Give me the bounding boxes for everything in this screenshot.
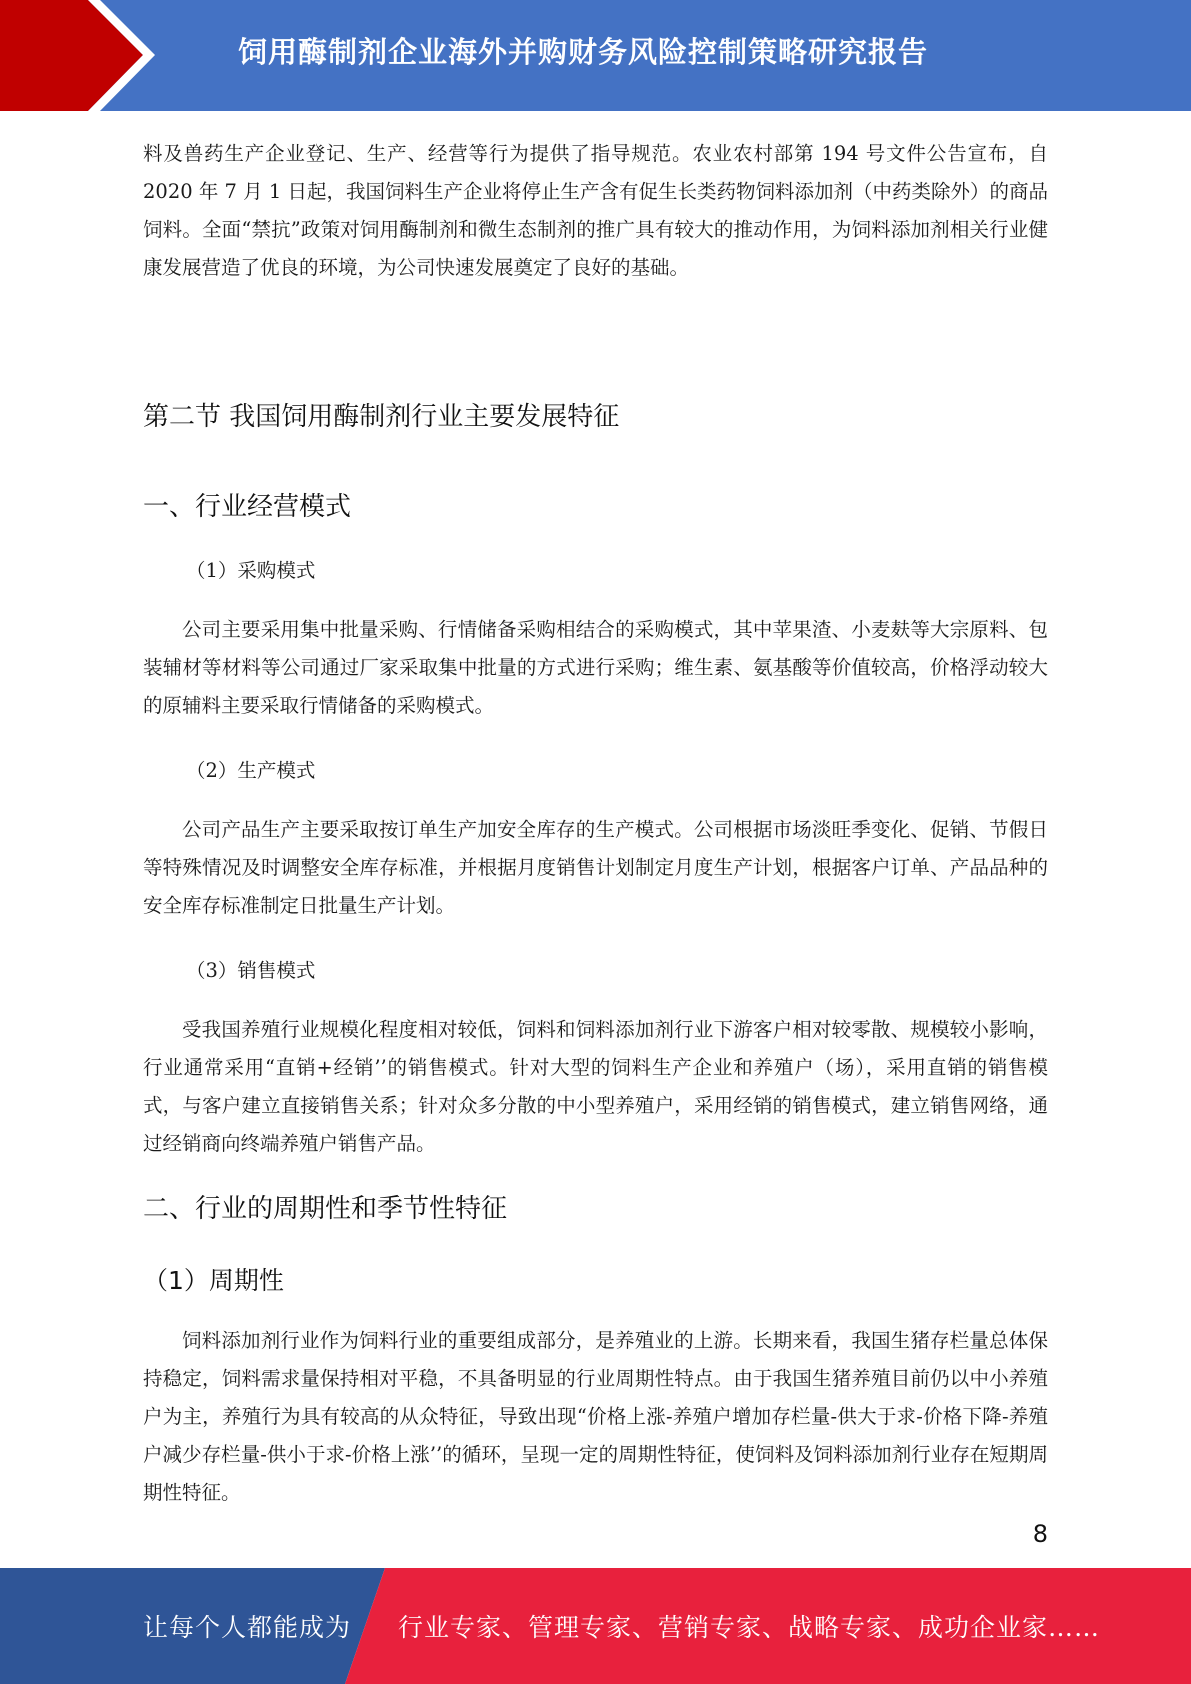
- page-footer: [0, 1568, 1191, 1684]
- production-paragraph: 公司产品生产主要采取按订单生产加安全库存的生产模式。公司根据市场淡旺季变化、促销、节假日等特殊情况及时调整安全库存标准，并根据月度销售计划制定月度生产计划，根据客户订单、产品品种的安全库存标准制定日批量生产计划。: [143, 818, 1048, 917]
- page-header: [0, 0, 1191, 111]
- page-number: 8: [1032, 1520, 1048, 1548]
- report-title: 饲用酶制剂企业海外并购财务风险控制策略研究报告: [238, 35, 929, 69]
- cycle-paragraph: 饲料添加剂行业作为饲料行业的重要组成部分，是养殖业的上游。长期来看，我国生猪存栏量总体保持稳定，饲料需求量保持相对平稳，不具备明显的行业周期性特点。由于我国生猪养殖目前仍以中小养殖户为主，养殖行为具有较高的从众特征，导致出现“价格上涨-养殖户增加存栏量-供大于求-价格下降-养殖户减少存栏量-供小于求-价格上涨’’的循环，呈现一定的周期性特征，使饲料及饲料添加剂行业存在短期周期性特征。: [143, 1329, 1048, 1504]
- production-mode-heading: （2）生产模式: [186, 759, 316, 782]
- footer-slogan-right: 行业专家、管理专家、营销专家、战略专家、成功企业家……: [398, 1613, 1101, 1642]
- section-heading: 第二节 我国饲用酶制剂行业主要发展特征: [143, 402, 620, 432]
- purchase-paragraph: 公司主要采用集中批量采购、行情储备采购相结合的采购模式，其中苹果渣、小麦麸等大宗原料、包装辅材等材料等公司通过厂家采取集中批量的方式进行采购；维生素、氨基酸等价值较高，价格浮动较大的原辅料主要采取行情储备的采购模式。: [143, 618, 1048, 717]
- footer-slogan-left: 让每个人都能成为: [143, 1613, 352, 1642]
- part2-heading: 二、行业的周期性和季节性特征: [143, 1194, 508, 1224]
- sales-paragraph: 受我国养殖行业规模化程度相对较低，饲料和饲料添加剂行业下游客户相对较零散、规模较小影响，行业通常采用“直销+经销’’的销售模式。针对大型的饲料生产企业和养殖户（场），采用直销的销售模式，与客户建立直接销售关系；针对众多分散的中小型养殖户，采用经销的销售模式，建立销售网络，通过经销商向终端养殖户销售产品。: [143, 1018, 1048, 1155]
- part1-heading: 一、行业经营模式: [143, 492, 352, 522]
- cycle-heading: （1）周期性: [143, 1266, 284, 1295]
- intro-paragraph: 料及兽药生产企业登记、生产、经营等行为提供了指导规范。农业农村部第 194 号文件公告宣布，自 2020 年 7 月 1 日起，我国饲料生产企业将停止生产含有促生长类药物饲料添加剂（中药类除外）的商品饲料。全面“禁抗”政策对饲用酶制剂和微生态制剂的推广具有较大的推动作用，为饲料添加剂相关行业健康发展营造了优良的环境，为公司快速发展奠定了良好的基础。: [143, 142, 1048, 279]
- purchase-mode-heading: （1）采购模式: [186, 559, 316, 582]
- sales-mode-heading: （3）销售模式: [186, 959, 316, 982]
